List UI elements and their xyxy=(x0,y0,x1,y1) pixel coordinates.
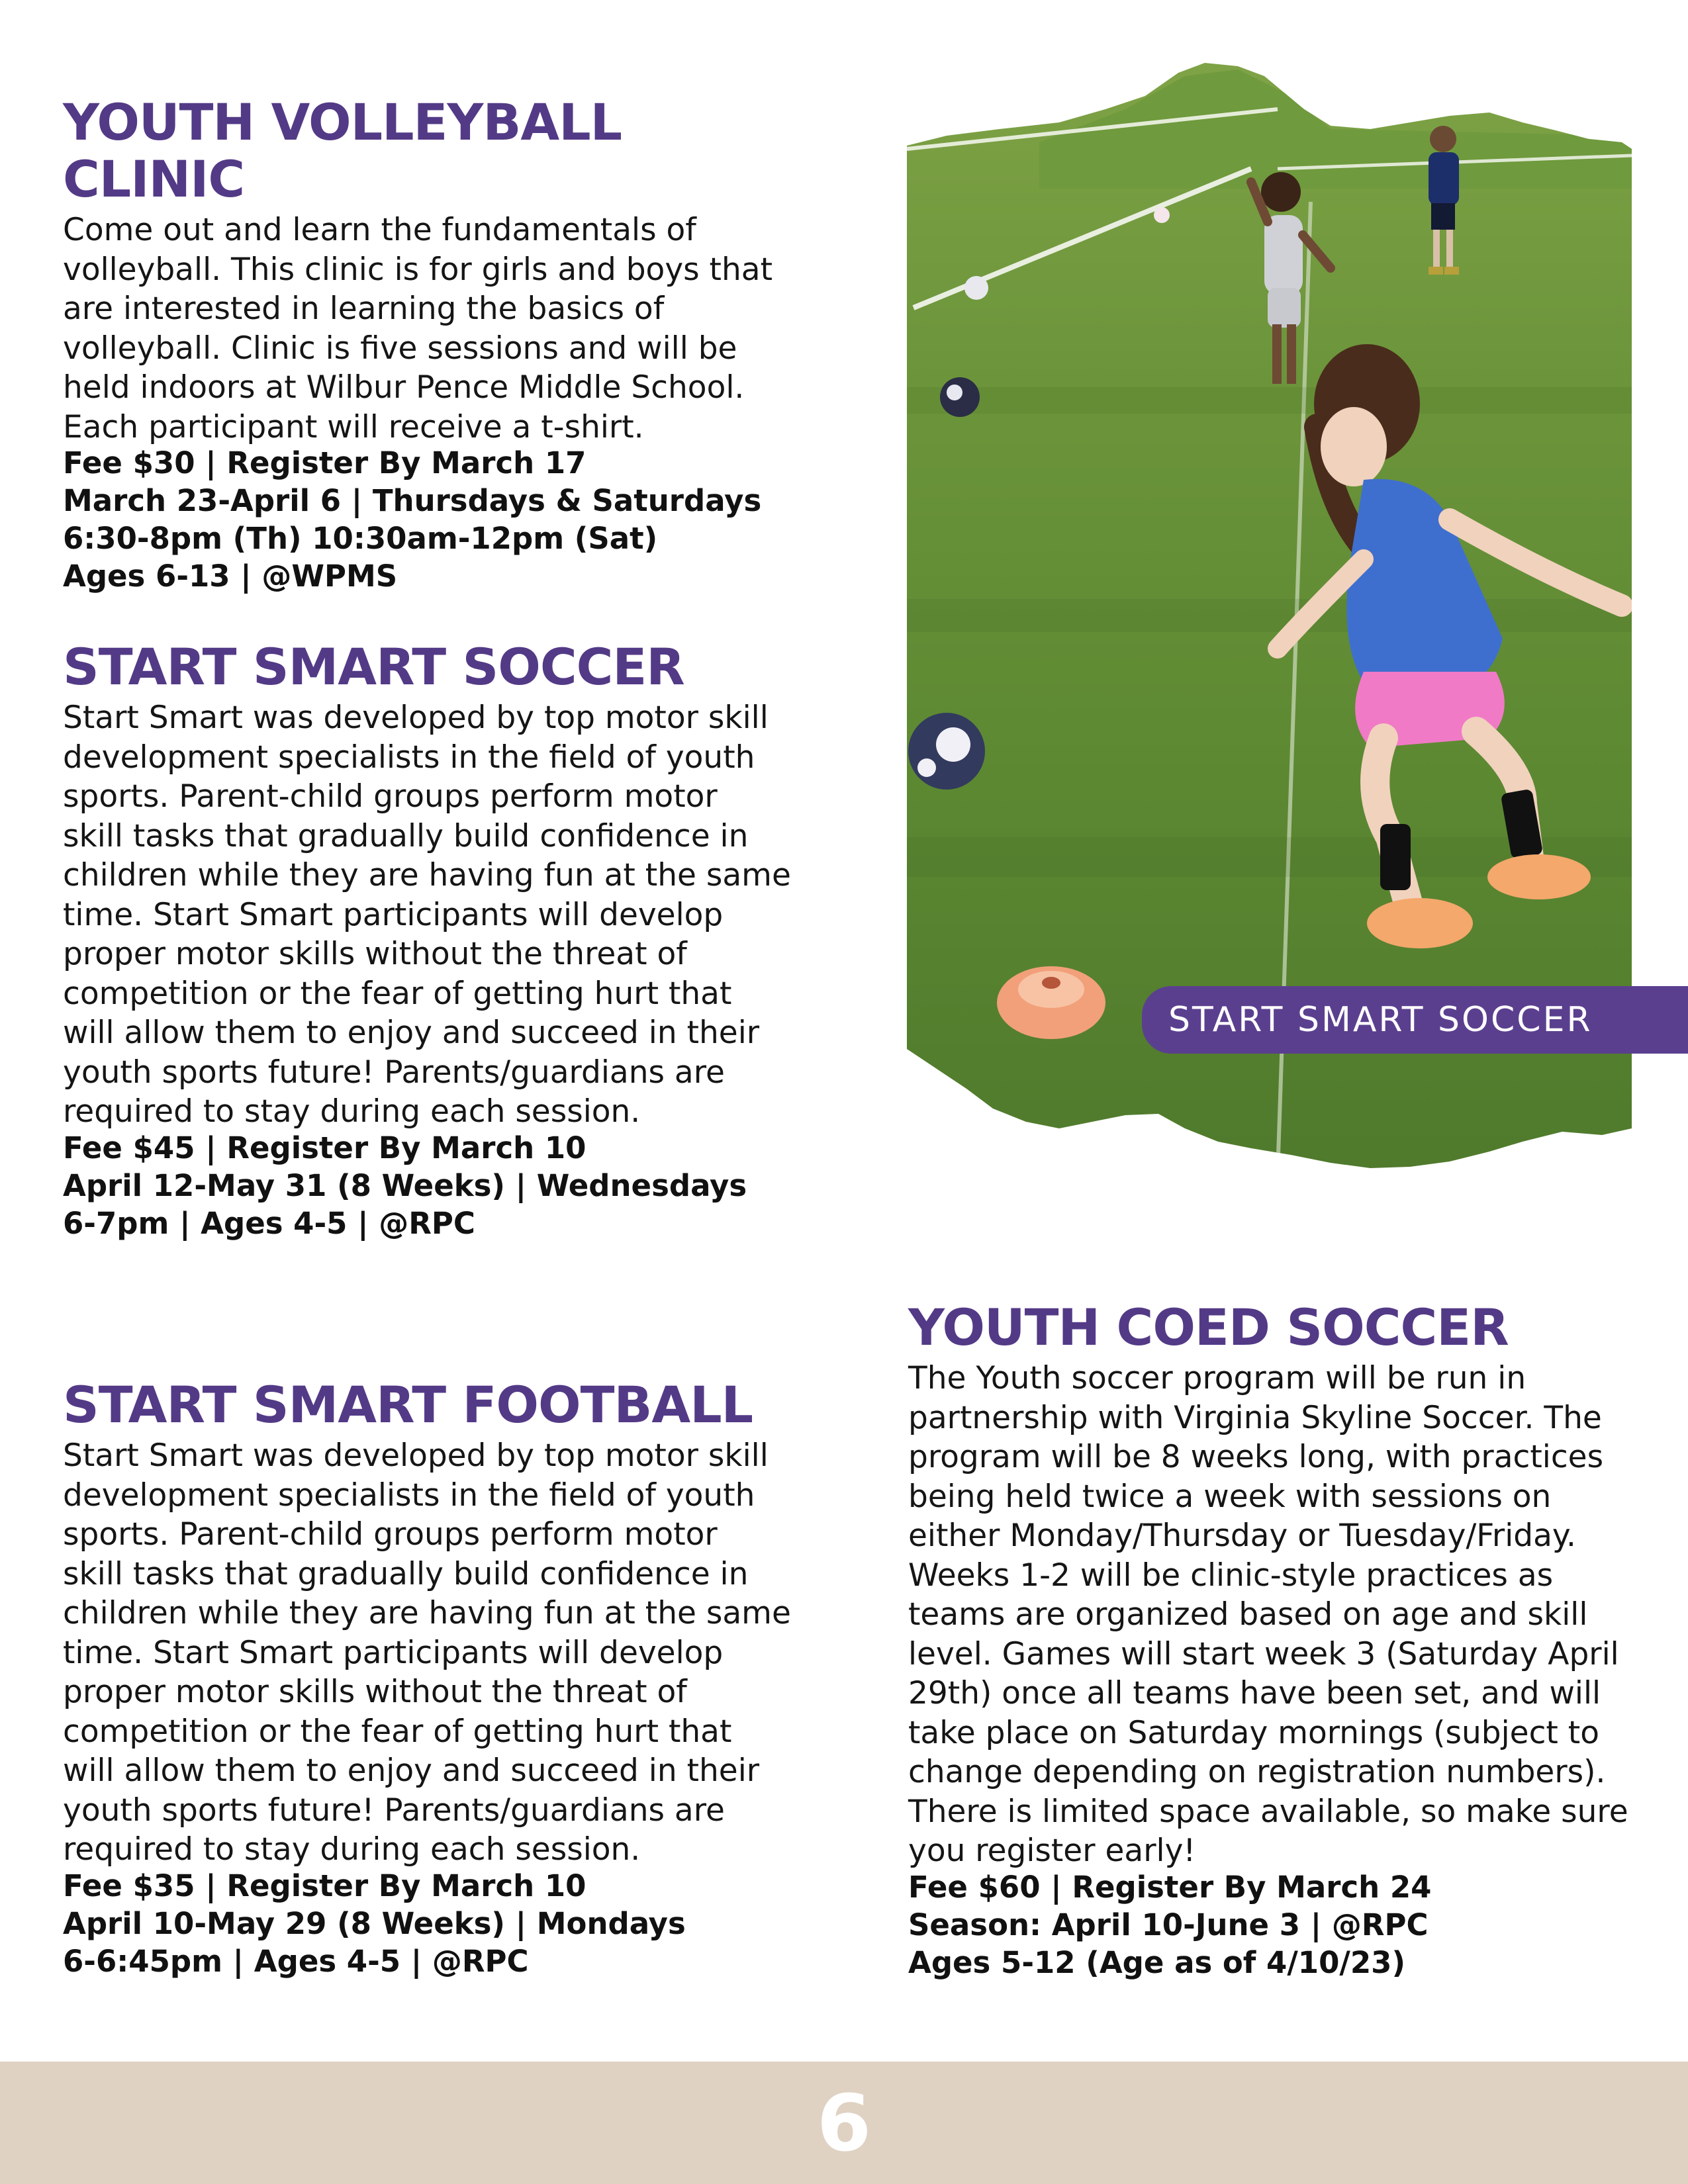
section-title: YOUTH COED SOCCER xyxy=(908,1298,1509,1357)
section-description: Come out and learn the fundamentals of volleyball. This clinic is for girls and boys that are interested in learning the basics of volleyball. Clinic is five sessions and will be held indoors at Wilbur Pence Middle School. Each participant will receive a t-shirt. xyxy=(63,212,773,445)
section-title: START SMART FOOTBALL xyxy=(63,1375,753,1434)
section-start-smart-soccer xyxy=(63,639,811,1242)
photo-caption: START SMART SOCCER xyxy=(1142,986,1688,1054)
section-details: Fee $30 | Register By March 17 March 23-April 6 | Thursdays & Saturdays 6:30-8pm (Th) 10:30am-12pm (Sat) Ages 6-13 | @WPMS xyxy=(63,445,762,594)
section-details: Fee $35 | Register By March 10 April 10-May 29 (8 Weeks) | Mondays 6-6:45pm | Ages 4-5 | @RPC xyxy=(63,1868,686,1979)
page-footer xyxy=(0,2062,1688,2184)
section-youth-coed-soccer xyxy=(908,1299,1650,1981)
section-title: START SMART SOCCER xyxy=(63,637,684,696)
section-details: Fee $60 | Register By March 24 Season: April 10-June 3 | @RPC Ages 5-12 (Age as of 4/10/23) xyxy=(908,1869,1432,1980)
section-start-smart-football xyxy=(63,1377,811,1980)
section-title: YOUTH VOLLEYBALL CLINIC xyxy=(63,93,622,208)
section-details: Fee $45 | Register By March 10 April 12-May 31 (8 Weeks) | Wednesdays 6-7pm | Ages 4-5 | @RPC xyxy=(63,1130,747,1241)
section-description: Start Smart was developed by top motor skill development specialists in the field of youth sports. Parent-child groups perform motor skill tasks that gradually build confidence in children while they are having fun at the same time. Start Smart participants will develop proper motor skills without the threat of competition or the fear of getting hurt that will allow them to enjoy and succeed in their youth sports future! Parents/guardians are required to stay during each session. xyxy=(63,700,791,1130)
section-youth-volleyball-clinic xyxy=(63,94,811,595)
section-description: The Youth soccer program will be run in partnership with Virginia Skyline Soccer. The program will be 8 weeks long, with practices being held twice a week with sessions on either Monday/Thursday or Tuesday/Friday. Weeks 1-2 will be clinic-style practices as teams are organized based on age and skill level. Games will start week 3 (Saturday April 29th) once all teams have been set, and will take place on Saturday mornings (subject to change depending on registration numbers). There is limited space available, so make sure you register early! xyxy=(908,1360,1628,1869)
section-description: Start Smart was developed by top motor skill development specialists in the field of youth sports. Parent-child groups perform motor skill tasks that gradually build confidence in children while they are having fun at the same time. Start Smart participants will develop proper motor skills without the threat of competition or the fear of getting hurt that will allow them to enjoy and succeed in their youth sports future! Parents/guardians are required to stay during each session. xyxy=(63,1437,791,1868)
page-number: 6 xyxy=(816,2077,872,2169)
